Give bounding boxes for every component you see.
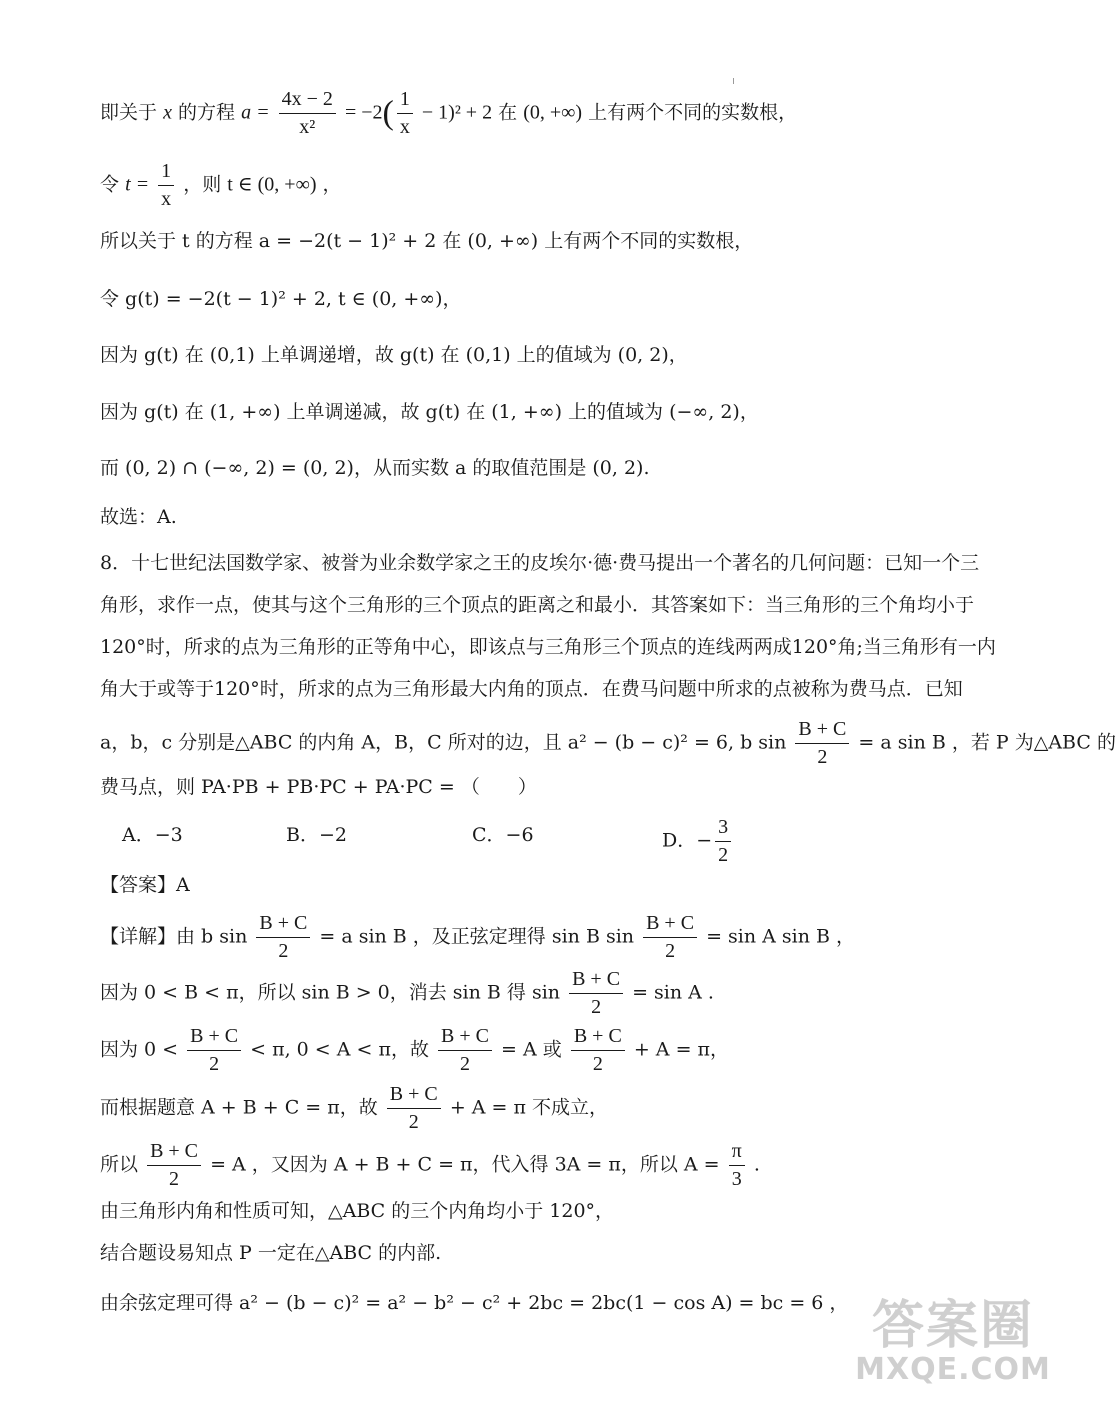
text-line-1: 即关于 x 的方程 a = $\frac{4x - 2}{\text{x²}}$ = −2( $\frac{1}{x}$ − 1)² + 2 在 (0, +∞) 上有两个不同的实数根， — [100, 88, 798, 138]
text: a，b，c 分别是△ABC 的内角 A，B，C 所对的边，且 a² − (b − c)² = 6, b sin — [100, 731, 787, 754]
text: 即关于 — [100, 101, 158, 124]
solution-line-4 — [100, 1083, 608, 1134]
fraction: $\frac{3}{2}$ — [715, 816, 731, 867]
math: − 1)² + 2 — [421, 101, 493, 124]
solution-line-3 — [100, 1025, 729, 1076]
text-line-5: 因为 g(t) 在 (0,1) 上单调递增，故 g(t) 在 (0,1) 上的值域为 (0, 2)， — [100, 344, 688, 366]
text: = A 或 — [501, 1038, 562, 1061]
question-8-line-1: 8．十七世纪法国数学家、被誉为业余数学家之王的皮埃尔·德·费马提出一个著名的几何问题：已知一个三 — [100, 552, 980, 574]
watermark-logo — [848, 1296, 1058, 1405]
text-line-3: 所以关于 t 的方程 a = −2(t − 1)² + 2 在 (0, +∞) 上有两个不同的实数根， — [100, 230, 754, 252]
math: a = — [241, 101, 270, 124]
solution-line-7: 结合题设易知点 P 一定在△ABC 的内部. — [100, 1242, 442, 1264]
math: x — [163, 101, 172, 124]
question-8-line-6: 费马点，则 PA·PB + PB·PC + PA·PC = （ ） — [100, 776, 537, 798]
text-line-7: 而 (0, 2) ∩ (−∞, 2) = (0, 2)，从而实数 a 的取值范围是 (0, 2). — [100, 457, 650, 479]
fraction: $\frac{1}{x}$ — [158, 160, 174, 211]
fraction: $\frac{4x - 2}{\text{x²}}$ — [279, 88, 336, 139]
fraction: $\frac{B + C}{2}$ — [571, 1025, 625, 1076]
option-b: B．−2 — [286, 824, 347, 846]
text: ， — [322, 173, 342, 196]
option-c: C．−6 — [472, 824, 534, 846]
text: 在 — [498, 101, 518, 124]
fraction: $\frac{B + C}{2}$ — [438, 1025, 492, 1076]
question-8-line-5 — [100, 718, 1116, 769]
fraction: $\frac{1}{x}$ — [397, 88, 413, 139]
math: t ∈ (0, +∞) — [227, 173, 317, 196]
text: 【详解】由 b sin — [100, 925, 248, 948]
solution-line-8: 由余弦定理可得 a² − (b − c)² = a² − b² − c² + 2bc = 2bc(1 − cos A) = bc = 6 ， — [100, 1292, 849, 1314]
text: . — [753, 1153, 760, 1176]
option-d — [662, 816, 734, 867]
text: + A = π 不成立， — [449, 1096, 609, 1119]
question-8-line-4: 角大于或等于120°时，所求的点为三角形最大内角的顶点．在费马问题中所求的点被称为费马点．已知 — [100, 678, 963, 700]
text: 上有两个不同的实数根， — [588, 101, 798, 124]
text: = A ，又因为 A + B + C = π，代入得 3A = π，所以 A = — [210, 1153, 720, 1176]
text: = a sin B ，若 P 为△ABC 的 — [858, 731, 1116, 754]
solution-line-2 — [100, 968, 714, 1019]
fraction: $\frac{B + C}{2}$ — [387, 1083, 441, 1134]
text-line-4: 令 g(t) = −2(t − 1)² + 2, t ∈ (0, +∞)， — [100, 288, 462, 310]
question-8-line-2: 角形，求作一点，使其与这个三角形的三个顶点的距离之和最小．其答案如下：当三角形的三个角均小于 — [100, 594, 975, 616]
option-a: A．−3 — [122, 824, 183, 846]
text: = sin A . — [632, 981, 714, 1004]
answer-choice-line: 故选：A. — [100, 506, 177, 528]
solution-line-6: 由三角形内角和性质可知，△ABC 的三个内角均小于 120°， — [100, 1200, 615, 1222]
text: 令 — [100, 173, 120, 196]
fraction: $\frac{B + C}{2}$ — [256, 912, 310, 963]
solution-line-1 — [100, 912, 855, 963]
text: 因为 0 < B < π，所以 sin B > 0，消去 sin B 得 sin — [100, 981, 561, 1004]
math: t = — [125, 173, 150, 196]
text: < π, 0 < A < π，故 — [250, 1038, 429, 1061]
math: (0, +∞) — [523, 101, 583, 124]
math: = −2 — [344, 101, 383, 124]
fraction: $\frac{B + C}{2}$ — [147, 1140, 201, 1191]
fraction: $\frac{\pi}{3}$ — [729, 1140, 745, 1191]
text: D．− — [662, 829, 713, 852]
fraction: $\frac{B + C}{2}$ — [569, 968, 623, 1019]
text: 所以 — [100, 1153, 139, 1176]
solution-line-5 — [100, 1140, 760, 1191]
question-8-line-3: 120°时，所求的点为三角形的正等角中心，即该点与三角形三个顶点的连线两两成120°角;当三角形有一内 — [100, 636, 996, 658]
fraction: $\frac{B + C}{2}$ — [795, 718, 849, 769]
text-line-2 — [100, 160, 342, 211]
text: 因为 0 < — [100, 1038, 179, 1061]
fraction: $\frac{B + C}{2}$ — [187, 1025, 241, 1076]
watermark-bottom: MXQE.COM — [855, 1352, 1051, 1387]
watermark-top: 答案圈 — [871, 1296, 1034, 1356]
text: = a sin B ，及正弦定理得 sin B sin — [319, 925, 635, 948]
text: = sin A sin B ， — [706, 925, 856, 948]
fraction: $\frac{B + C}{2}$ — [643, 912, 697, 963]
answer-label: 【答案】A — [100, 874, 190, 896]
text: + A = π， — [633, 1038, 730, 1061]
text: 而根据题意 A + B + C = π，故 — [100, 1096, 378, 1119]
text: ，则 — [183, 173, 222, 196]
text-line-6: 因为 g(t) 在 (1, +∞) 上单调递减，故 g(t) 在 (1, +∞) 上的值域为 (−∞, 2)， — [100, 401, 759, 423]
stray-mark — [733, 78, 734, 84]
text: 的方程 — [178, 101, 236, 124]
